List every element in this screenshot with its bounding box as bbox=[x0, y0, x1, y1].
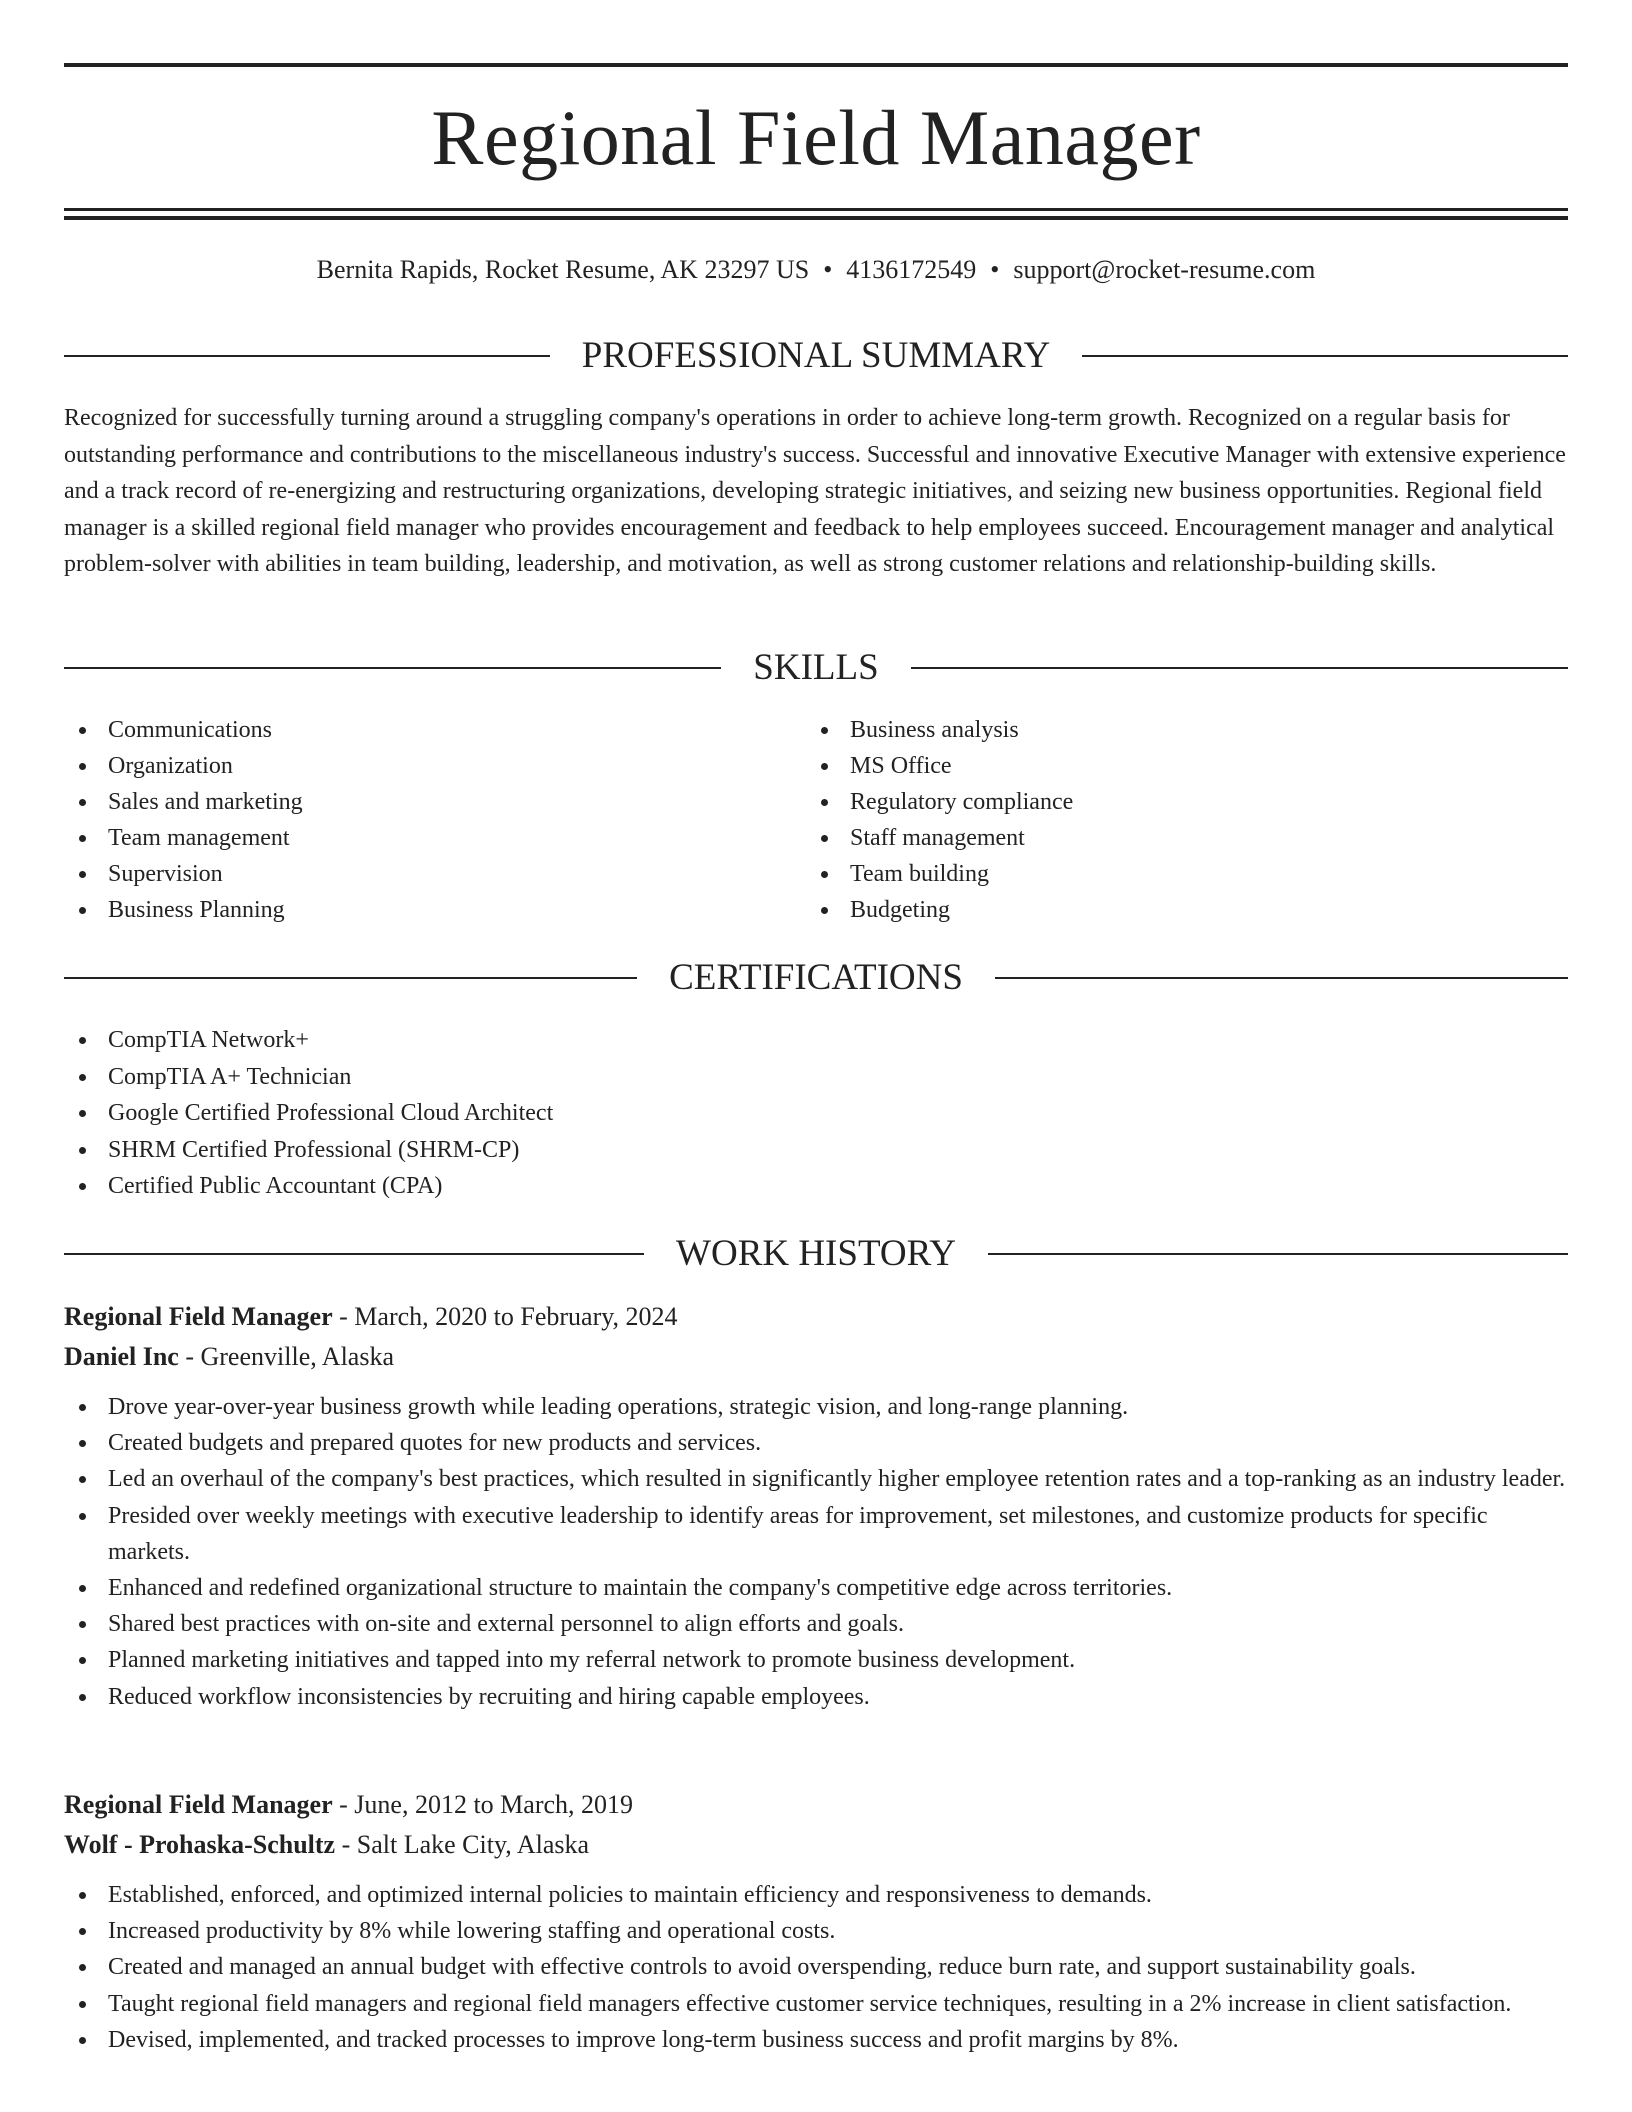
contact-phone: 4136172549 bbox=[846, 255, 977, 284]
job-bullet: Created and managed an annual budget with effective controls to avoid overspending, reduce burn rate, and support sustainability goals. bbox=[64, 1949, 1568, 1985]
resume-title: Regional Field Manager bbox=[431, 94, 1201, 181]
section-title-certifications: CERTIFICATIONS bbox=[669, 957, 963, 998]
job-bullet: Created budgets and prepared quotes for new products and services. bbox=[64, 1425, 1568, 1461]
job-bullets bbox=[64, 1389, 1568, 1715]
summary-text: Recognized for successfully turning around a struggling company's operations in order to achieve long-term growth. Recognized on a regular basis for outstanding performance and contributions to the miscellaneous industry's success. Successful and innovative Executive Manager with extensive experience and a track record of re-energizing and restructuring organizations, developing strategic initiatives, and seizing new business opportunities. Regional field manager is a skilled regional field manager who provides encouragement and feedback to help employees succeed. Encouragement manager and analytical problem-solver with abilities in team building, leadership, and motivation, as well as strong customer relations and relationship-building skills. bbox=[64, 405, 1566, 577]
job-role-line bbox=[64, 1785, 1568, 1825]
skill-item: Team building bbox=[806, 856, 1506, 892]
contact-separator: • bbox=[823, 255, 833, 284]
job-dates: - June, 2012 to March, 2019 bbox=[332, 1790, 634, 1819]
skills-list-right bbox=[806, 712, 1506, 928]
title-double-rule bbox=[64, 208, 1568, 220]
contact-address: Bernita Rapids, Rocket Resume, AK 23297 US bbox=[316, 255, 810, 284]
job-company-line bbox=[64, 1337, 1568, 1377]
section-header-certifications bbox=[64, 956, 1568, 1000]
section-rule bbox=[64, 667, 721, 669]
certification-item: CompTIA A+ Technician bbox=[64, 1059, 1568, 1096]
section-rule bbox=[64, 1253, 644, 1255]
section-title-summary: PROFESSIONAL SUMMARY bbox=[581, 335, 1051, 376]
job-bullet: Presided over weekly meetings with executive leadership to identify areas for improvement, set milestones, and customize products for specific markets. bbox=[64, 1498, 1568, 1570]
certifications-list bbox=[64, 1022, 1568, 1205]
job-bullet: Enhanced and redefined organizational structure to maintain the company's competitive edge across territories. bbox=[64, 1570, 1568, 1606]
job-bullet: Led an overhaul of the company's best practices, which resulted in significantly higher employee retention rates and a top-ranking as an industry leader. bbox=[64, 1461, 1568, 1497]
job-role: Regional Field Manager bbox=[64, 1302, 333, 1331]
section-title-work-history: WORK HISTORY bbox=[676, 1233, 956, 1274]
job-bullet: Taught regional field managers and regional field managers effective customer service techniques, resulting in a 2% increase in client satisfaction. bbox=[64, 1986, 1568, 2022]
job-bullets bbox=[64, 1877, 1568, 2058]
section-rule bbox=[1082, 355, 1568, 357]
skill-item: MS Office bbox=[806, 748, 1506, 784]
job-bullet: Increased productivity by 8% while lowering staffing and operational costs. bbox=[64, 1913, 1568, 1949]
job-entry bbox=[64, 1785, 1568, 2058]
skill-item: Regulatory compliance bbox=[806, 784, 1506, 820]
section-title-skills: SKILLS bbox=[753, 647, 879, 688]
job-entry bbox=[64, 1297, 1568, 1715]
skill-item: Communications bbox=[64, 712, 764, 748]
job-bullet: Reduced workflow inconsistencies by recruiting and hiring capable employees. bbox=[64, 1679, 1568, 1715]
section-rule bbox=[995, 977, 1568, 979]
skills-list-left bbox=[64, 712, 764, 928]
job-company: Daniel Inc bbox=[64, 1342, 179, 1371]
job-role-line bbox=[64, 1297, 1568, 1337]
job-company: Wolf - Prohaska-Schultz bbox=[64, 1830, 336, 1859]
section-header-skills bbox=[64, 646, 1568, 690]
job-location: - Greenville, Alaska bbox=[178, 1342, 394, 1371]
skill-item: Budgeting bbox=[806, 892, 1506, 928]
job-bullet: Shared best practices with on-site and external personnel to align efforts and goals. bbox=[64, 1606, 1568, 1642]
certification-item: Google Certified Professional Cloud Architect bbox=[64, 1095, 1568, 1132]
section-rule bbox=[911, 667, 1568, 669]
contact-separator: • bbox=[990, 255, 1000, 284]
skill-item: Sales and marketing bbox=[64, 784, 764, 820]
job-bullet: Drove year-over-year business growth while leading operations, strategic vision, and long-range planning. bbox=[64, 1389, 1568, 1425]
skill-item: Business Planning bbox=[64, 892, 764, 928]
job-bullet: Established, enforced, and optimized internal policies to maintain efficiency and responsiveness to demands. bbox=[64, 1877, 1568, 1913]
section-rule bbox=[64, 355, 550, 357]
job-bullet: Planned marketing initiatives and tapped into my referral network to promote business development. bbox=[64, 1642, 1568, 1678]
section-header-work-history bbox=[64, 1232, 1568, 1276]
certification-item: SHRM Certified Professional (SHRM-CP) bbox=[64, 1132, 1568, 1169]
skill-item: Business analysis bbox=[806, 712, 1506, 748]
job-bullet: Devised, implemented, and tracked processes to improve long-term business success and profit margins by 8%. bbox=[64, 2022, 1568, 2058]
section-rule bbox=[64, 977, 637, 979]
contact-line bbox=[64, 252, 1568, 288]
contact-email[interactable]: support@rocket-resume.com bbox=[1013, 255, 1316, 284]
certification-item: Certified Public Accountant (CPA) bbox=[64, 1168, 1568, 1205]
skill-item: Staff management bbox=[806, 820, 1506, 856]
section-header-summary bbox=[64, 334, 1568, 378]
certification-item: CompTIA Network+ bbox=[64, 1022, 1568, 1059]
job-dates: - March, 2020 to February, 2024 bbox=[332, 1302, 678, 1331]
top-rule bbox=[64, 63, 1568, 67]
skill-item: Organization bbox=[64, 748, 764, 784]
job-role: Regional Field Manager bbox=[64, 1790, 333, 1819]
skill-item: Supervision bbox=[64, 856, 764, 892]
job-location: - Salt Lake City, Alaska bbox=[335, 1830, 590, 1859]
job-company-line bbox=[64, 1825, 1568, 1865]
skill-item: Team management bbox=[64, 820, 764, 856]
section-rule bbox=[988, 1253, 1568, 1255]
